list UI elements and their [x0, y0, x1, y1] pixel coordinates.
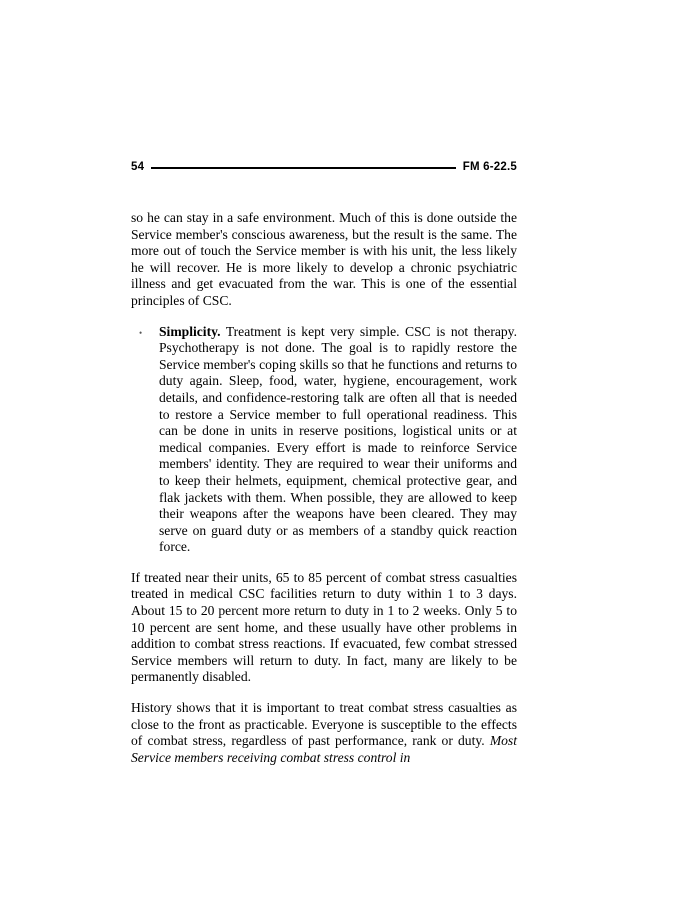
page-number: 54: [131, 161, 145, 173]
paragraph-history-italic-text: Most Service members receiving combat stress control in: [131, 733, 517, 765]
paragraph-history-treatment: [131, 700, 517, 766]
definition-paragraph: [159, 324, 517, 556]
paragraph-continuation: so he can stay in a safe environment. Much of this is done outside the Service member's conscious awareness, but the result is the same. The more out of touch the Service member is with his unit, the less likely he will recover. He is more likely to develop a chronic psychiatric illness and get evacuated from the war. This is one of the essential principles of CSC.: [131, 210, 517, 308]
running-head: [131, 160, 517, 174]
paragraph-history-plain-text: History shows that it is important to treat combat stress casualties as close to the front as practicable. Everyone is susceptible to the effects of combat stress, regardless of past performance, rank or duty.: [131, 700, 517, 749]
definition-text: Treatment is kept very simple. CSC is not therapy. Psychotherapy is not done. The goal is to rapidly restore the Service member's coping skills so that he functions and returns to duty again. Sleep, food, water, hygiene, encouragement, work details, and confidence-restoring talk are often all that is needed to restore a Service member to full operational readiness. This can be done in units in reserve positions, logistical units or at medical companies. Every effort is made to reinforce Service members' identity. They are required to wear their uniforms and to keep their helmets, equipment, chemical protective gear, and flak jackets with them. When possible, they are allowed to keep their weapons after the weapons have been cleared. They may serve on guard duty or as members of a standby quick reaction force.: [159, 323, 517, 555]
header-divider-rule: [151, 167, 456, 169]
bullet-icon: •: [139, 327, 143, 338]
definition-item-simplicity: [131, 324, 517, 556]
document-identifier: FM 6-22.5: [462, 161, 517, 173]
paragraph-return-to-duty-statistics: If treated near their units, 65 to 85 percent of combat stress casualties treated in medical CSC facilities return to duty within 1 to 3 days. About 15 to 20 percent more return to duty in 1 to 2 weeks. Only 5 to 10 percent are sent home, and these usually have other problems in addition to combat stress reactions. If evacuated, few combat stressed Service members will return to duty. In fact, many are likely to be permanently disabled.: [131, 569, 517, 685]
definition-term: Simplicity.: [159, 323, 221, 339]
page-content: [131, 160, 517, 766]
